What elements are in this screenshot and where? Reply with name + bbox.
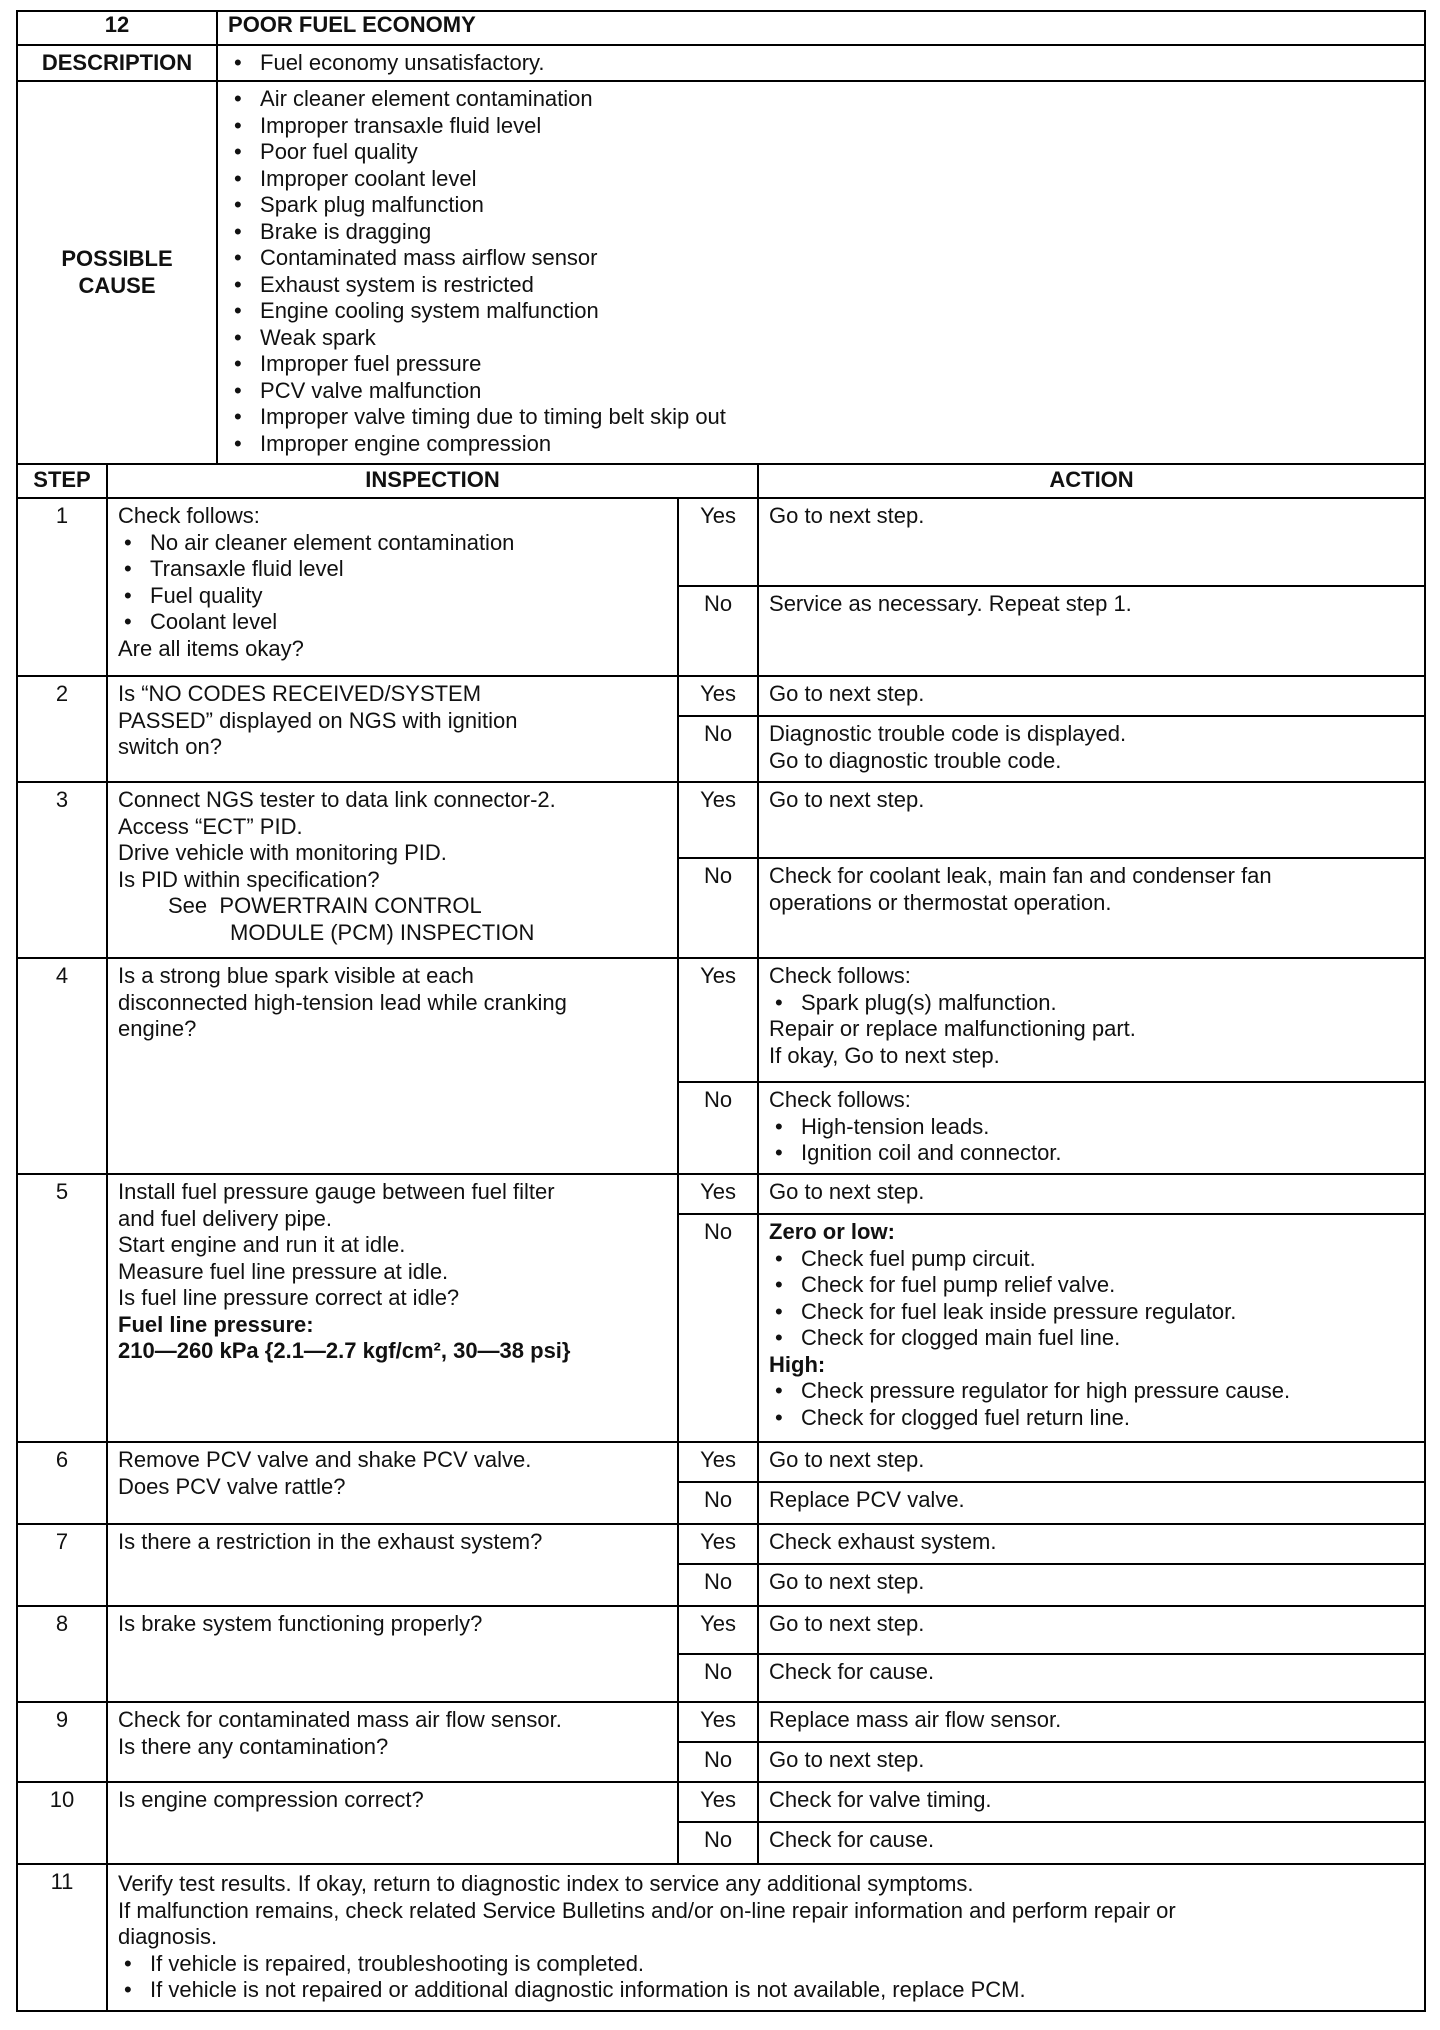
yes-action: Check exhaust system.: [758, 1524, 1425, 1564]
instruction-line: If malfunction remains, check related Service Bulletins and/or on-line repair information and perform repair or: [118, 1897, 1176, 1923]
inspection-line: Access “ECT” PID.: [118, 813, 303, 839]
yes-label: Yes: [678, 1782, 758, 1822]
step-9-inspection: [107, 1702, 678, 1782]
instruction-line: diagnosis.: [118, 1924, 218, 1949]
step-7-yes-row: [17, 1524, 1425, 1564]
troubleshooting-page: [16, 10, 1424, 2020]
step-7-inspection: [107, 1524, 678, 1606]
step-number: 7: [17, 1524, 107, 1606]
step-11-instructions: [107, 1864, 1425, 2011]
inspection-bullet: • Transaxle fluid level: [118, 556, 667, 583]
inspection-header: INSPECTION: [107, 464, 758, 498]
step-number: 11: [17, 1864, 107, 2011]
see-label: See: [168, 893, 208, 918]
yes-action: Go to next step.: [758, 1174, 1425, 1214]
no-label: No: [678, 586, 758, 676]
yes-action: Check for valve timing.: [758, 1782, 1425, 1822]
no-label: No: [678, 1214, 758, 1442]
inspection-line: disconnected high-tension lead while cranking: [118, 989, 567, 1015]
step-number: 4: [17, 958, 107, 1174]
action-bullet: • Check for fuel pump relief valve.: [769, 1272, 1414, 1299]
troubleshooting-table: [16, 10, 1426, 2012]
step-9-yes-row: [17, 1702, 1425, 1742]
step-number: 3: [17, 782, 107, 958]
title-row: [17, 11, 1425, 45]
see-reference: [118, 893, 667, 920]
action-line: Check follows:: [769, 963, 911, 988]
action-line: Diagnostic trouble code is displayed.: [769, 721, 1127, 746]
see-reference-line: MODULE (PCM) INSPECTION: [230, 919, 535, 945]
action-line: If okay, Go to next step.: [769, 1042, 1000, 1068]
cause-item: • Exhaust system is restricted: [228, 272, 1414, 299]
yes-label: Yes: [678, 1442, 758, 1482]
no-label: No: [678, 858, 758, 958]
step-8-yes-row: [17, 1606, 1425, 1654]
no-action: Go to next step.: [758, 1742, 1425, 1782]
action-line: Check for coolant leak, main fan and condenser fan: [769, 863, 1272, 888]
step-number: 5: [17, 1174, 107, 1442]
step-6-yes-row: [17, 1442, 1425, 1482]
step-number: 9: [17, 1702, 107, 1782]
inspection-line: Is a strong blue spark visible at each: [118, 963, 474, 988]
inspection-line: Remove PCV valve and shake PCV valve.: [118, 1447, 532, 1472]
inspection-line: Drive vehicle with monitoring PID.: [118, 840, 447, 865]
no-action: [758, 1082, 1425, 1174]
step-1-inspection: [107, 498, 678, 676]
no-label: No: [678, 1654, 758, 1702]
action-line: Check follows:: [769, 1087, 911, 1112]
step-number: 1: [17, 498, 107, 676]
action-line: Go to diagnostic trouble code.: [769, 747, 1062, 773]
possible-cause-row: [17, 81, 1425, 464]
symptom-title: POOR FUEL ECONOMY: [217, 11, 1425, 45]
no-action: Service as necessary. Repeat step 1.: [758, 586, 1425, 676]
inspection-line: engine?: [118, 1016, 197, 1041]
spec-value: 210—260 kPa {2.1—2.7 kgf/cm², 30—38 psi}: [118, 1338, 571, 1363]
step-number: 2: [17, 676, 107, 782]
possible-cause-list: [217, 81, 1425, 464]
yes-action: Go to next step.: [758, 1606, 1425, 1654]
cause-item: • Improper engine compression: [228, 431, 1414, 458]
inspection-bullet: • No air cleaner element contamination: [118, 530, 667, 557]
yes-label: Yes: [678, 1702, 758, 1742]
no-action: Go to next step.: [758, 1564, 1425, 1606]
instruction-bullet: • If vehicle is repaired, troubleshooting is completed.: [118, 1951, 1414, 1978]
yes-label: Yes: [678, 1174, 758, 1214]
action-bullet: • Spark plug(s) malfunction.: [769, 990, 1414, 1017]
cause-item: • Weak spark: [228, 325, 1414, 352]
step-3-inspection: [107, 782, 678, 958]
step-3-yes-row: [17, 782, 1425, 858]
yes-label: Yes: [678, 782, 758, 858]
yes-action: Replace mass air flow sensor.: [758, 1702, 1425, 1742]
yes-label: Yes: [678, 498, 758, 586]
inspection-line: Measure fuel line pressure at idle.: [118, 1258, 449, 1284]
possible-cause-label-line1: POSSIBLE: [61, 246, 173, 271]
description-label: DESCRIPTION: [17, 45, 217, 81]
action-header: ACTION: [758, 464, 1425, 498]
step-header: STEP: [17, 464, 107, 498]
instruction-bullet: • If vehicle is not repaired or additional diagnostic information is not available, replace PCM.: [118, 1977, 1414, 2004]
inspection-bullet: • Coolant level: [118, 609, 667, 636]
step-10-inspection: [107, 1782, 678, 1864]
step-1-yes-row: [17, 498, 1425, 586]
step-number: 6: [17, 1442, 107, 1524]
spec-label: Fuel line pressure:: [118, 1311, 314, 1337]
high-label: High:: [769, 1351, 826, 1377]
cause-item: • Engine cooling system malfunction: [228, 298, 1414, 325]
instruction-line: Verify test results. If okay, return to diagnostic index to service any additional symptoms.: [118, 1871, 974, 1896]
zero-or-low-label: Zero or low:: [769, 1219, 895, 1244]
yes-action: Go to next step.: [758, 676, 1425, 716]
column-header-row: [17, 464, 1425, 498]
cause-item: • Contaminated mass airflow sensor: [228, 245, 1414, 272]
action-bullet: • Check pressure regulator for high pressure cause.: [769, 1378, 1414, 1405]
action-bullet: • Check for clogged fuel return line.: [769, 1405, 1414, 1432]
inspection-line: and fuel delivery pipe.: [118, 1205, 333, 1231]
cause-item: • Spark plug malfunction: [228, 192, 1414, 219]
inspection-line: Is there any contamination?: [118, 1733, 389, 1759]
possible-cause-label: [17, 81, 217, 464]
yes-action: Go to next step.: [758, 498, 1425, 586]
action-bullet: • Ignition coil and connector.: [769, 1140, 1414, 1167]
cause-item: • PCV valve malfunction: [228, 378, 1414, 405]
inspection-line: PASSED” displayed on NGS with ignition: [118, 707, 518, 733]
cause-item: • Improper valve timing due to timing belt skip out: [228, 404, 1414, 431]
no-action: Check for cause.: [758, 1654, 1425, 1702]
step-10-yes-row: [17, 1782, 1425, 1822]
yes-label: Yes: [678, 958, 758, 1082]
no-label: No: [678, 1742, 758, 1782]
no-label: No: [678, 1082, 758, 1174]
inspection-line: Is PID within specification?: [118, 866, 380, 892]
inspection-line: Is brake system functioning properly?: [118, 1611, 483, 1636]
description-item: • Fuel economy unsatisfactory.: [228, 50, 1414, 77]
inspection-line: Is “NO CODES RECEIVED/SYSTEM: [118, 681, 482, 706]
yes-action: Go to next step.: [758, 1442, 1425, 1482]
cause-item: • Improper transaxle fluid level: [228, 113, 1414, 140]
cause-item: • Improper coolant level: [228, 166, 1414, 193]
description-row: [17, 45, 1425, 81]
inspection-line: Does PCV valve rattle?: [118, 1473, 346, 1499]
description-cell: [217, 45, 1425, 81]
possible-cause-label-line2: CAUSE: [78, 272, 156, 298]
yes-label: Yes: [678, 1524, 758, 1564]
no-action: Check for cause.: [758, 1822, 1425, 1864]
cause-item: • Brake is dragging: [228, 219, 1414, 246]
no-action: [758, 716, 1425, 782]
yes-action: Go to next step.: [758, 782, 1425, 858]
step-2-inspection: [107, 676, 678, 782]
step-5-inspection: [107, 1174, 678, 1442]
inspection-line: switch on?: [118, 734, 222, 759]
action-bullet: • Check fuel pump circuit.: [769, 1246, 1414, 1273]
see-reference-line: POWERTRAIN CONTROL: [219, 893, 482, 918]
inspection-line: Is engine compression correct?: [118, 1787, 424, 1812]
no-label: No: [678, 716, 758, 782]
step-number: 8: [17, 1606, 107, 1702]
action-line: Repair or replace malfunctioning part.: [769, 1016, 1136, 1041]
step-number: 10: [17, 1782, 107, 1864]
step-5-yes-row: [17, 1174, 1425, 1214]
symptom-number: 12: [17, 11, 217, 45]
no-action: [758, 1214, 1425, 1442]
step-2-yes-row: [17, 676, 1425, 716]
step-8-inspection: [107, 1606, 678, 1702]
inspection-line: Check follows:: [118, 503, 260, 528]
cause-item: • Air cleaner element contamination: [228, 86, 1414, 113]
inspection-line: Start engine and run it at idle.: [118, 1232, 406, 1257]
cause-item: • Improper fuel pressure: [228, 351, 1414, 378]
cause-item: • Poor fuel quality: [228, 139, 1414, 166]
no-label: No: [678, 1564, 758, 1606]
action-bullet: • High-tension leads.: [769, 1114, 1414, 1141]
step-6-inspection: [107, 1442, 678, 1524]
inspection-question: Are all items okay?: [118, 635, 304, 661]
action-bullet: • Check for fuel leak inside pressure regulator.: [769, 1299, 1414, 1326]
step-4-inspection: [107, 958, 678, 1174]
no-action: Replace PCV valve.: [758, 1482, 1425, 1524]
inspection-line: Install fuel pressure gauge between fuel filter: [118, 1179, 555, 1204]
no-label: No: [678, 1822, 758, 1864]
inspection-line: Check for contaminated mass air flow sensor.: [118, 1707, 562, 1732]
no-action: [758, 858, 1425, 958]
action-line: operations or thermostat operation.: [769, 889, 1112, 915]
yes-label: Yes: [678, 676, 758, 716]
inspection-bullet: • Fuel quality: [118, 583, 667, 610]
action-bullet: • Check for clogged main fuel line.: [769, 1325, 1414, 1352]
step-11-row: [17, 1864, 1425, 2011]
step-4-yes-row: [17, 958, 1425, 1082]
inspection-line: Is there a restriction in the exhaust system?: [118, 1529, 543, 1554]
yes-label: Yes: [678, 1606, 758, 1654]
no-label: No: [678, 1482, 758, 1524]
yes-action: [758, 958, 1425, 1082]
inspection-line: Connect NGS tester to data link connector-2.: [118, 787, 556, 812]
inspection-line: Is fuel line pressure correct at idle?: [118, 1285, 460, 1310]
